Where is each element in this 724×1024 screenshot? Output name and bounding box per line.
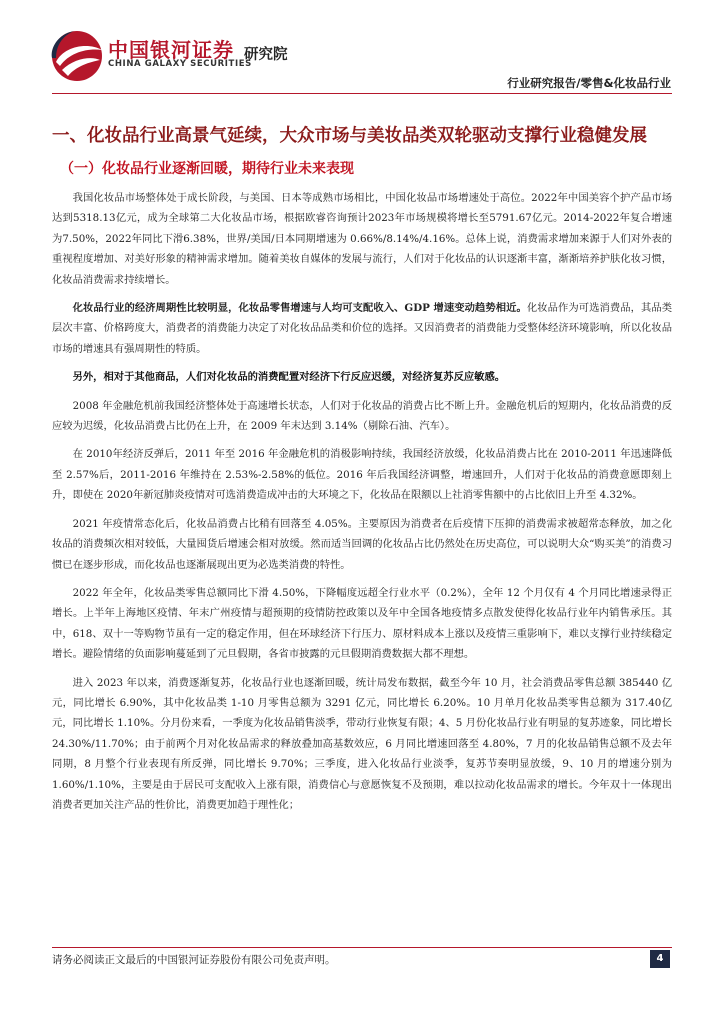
- subsection-title: （一）化妆品行业逐渐回暖，期待行业未来表现: [60, 161, 354, 177]
- disclaimer-text: 请务必阅读正文最后的中国银河证券股份有限公司免责声明。: [52, 954, 336, 966]
- report-body: [52, 122, 672, 815]
- institute-label: 研究院: [244, 47, 288, 63]
- galaxy-swirl-logo-icon: [48, 28, 108, 84]
- paragraph-key-finding: 另外，相对于其他商品，人们对化妆品的消费配置对经济下行反应迟缓，对经济复苏反应敏感。: [72, 371, 506, 384]
- paragraph-2023: 进入 2023 年以来，消费逐渐复苏，化妆品行业也逐渐回暖，统计局发布数据，截至今年 10 月，社会消费品零售总额 385440 亿元，同比增长 6.90%，其中化妆品类 1-10 月零售总额为 3291 亿元，同比增长 6.20%。10 月单月化妆品类零售总额为 317.40亿元，同比增长 1.10%。分月份来看，一季度为化妆品销售淡季，带动行业恢复有限；4、5 月份化妆品行业有明显的复苏迹象，同比增长 24.30%/11.70%；由于前两个月对化妆品需求的释放叠加高基数效应，6 月同比增速回落至 4.80%，7 月的化妆品销售总额不及去年同期，8 月整个行业表现有所反弹，同比增长 9.70%；三季度，进入化妆品行业淡季，复苏节奏明显放缓，9、10 月的增速分别为 1.60%/1.10%，主要是由于居民可支配收入上涨有限，消费信心与意愿恢复不及预期，难以拉动化妆品需求的增长。今年双十一体现出消费者更加关注产品的性价比，消费更加趋于理性化；: [52, 676, 672, 811]
- paragraph-2008-crisis: 2008 年金融危机前我国经济整体处于高速增长状态，人们对于化妆品的消费占比不断上升。金融危机后的短期内，化妆品消费的反应较为迟缓，化妆品消费占比仍在上升，在 2009 年末达到 3.14%（剔除石油、汽车）。: [52, 399, 672, 433]
- report-category: 行业研究报告/零售&化妆品行业: [507, 76, 671, 90]
- paragraph-2021: 2021 年疫情常态化后，化妆品消费占比稍有回落至 4.05%。主要原因为消费者在后疫情下压抑的消费需求被超常态释放，加之化妆品的消费频次相对较低，大量囤货后增速会相对放缓。然而适当回调的化妆品占比仍然处在历史高位，可以说明大众“购买美”的消费习惯已在逐步形成，而化妆品也逐渐展现出更为必选类消费的特性。: [52, 517, 672, 571]
- footer-divider: [52, 947, 672, 948]
- paragraph-2022: 2022 年全年，化妆品类零售总额同比下滑 4.50%，下降幅度远超全行业水平（0.2%），全年 12 个月仅有 4 个月同比增速录得正增长。上半年上海地区疫情、年末广州疫情与超预期的疫情防控政策以及年中全国各地疫情多点散发使得化妆品行业年内销售承压。其中，618、双十一等购物节虽有一定的稳定作用，但在环球经济下行压力、原材料成本上涨以及疫情三重影响下，难以支撑行业持续稳定增长。避险情绪的负面影响蔓延到了元旦假期，各省市披露的元旦假期消费数据大都不理想。: [52, 586, 672, 661]
- paragraph-cyclicality: [52, 298, 672, 359]
- section-title: 一、化妆品行业高景气延续，大众市场与美妆品类双轮驱动支撑行业稳健发展: [52, 126, 647, 146]
- brand-name-cn: 中国银河证券: [108, 38, 234, 62]
- paragraph-2010-2020: 在 2010年经济反弹后，2011 年至 2016 年金融危机的消极影响持续，我国经济放缓，化妆品消费占比在 2010-2011 年迅速降低至 2.57%后，2011-2016 年维持在 2.53%-2.58%的低位。2016 年后我国经济调整，增速回升，人们对于化妆品的消费意愿即刻上升，即使在 2020年新冠肺炎疫情对可选消费造成冲击的大环境之下，化妆品在限额以上社消零售额中的占比依旧上升至 4.32%。: [52, 448, 672, 502]
- page-number: 4: [650, 950, 670, 968]
- page-header: [0, 0, 724, 96]
- cyclicality-explanation: 化妆品作为可选消费品，其品类层次丰富、价格跨度大，消费者的消费能力决定了对化妆品品类和价位的选择。又因消费者的消费能力受整体经济环境影响，所以化妆品市场的增速具有强周期性的特质。: [52, 302, 672, 355]
- paragraph-market-overview: 我国化妆品市场整体处于成长阶段，与美国、日本等成熟市场相比，中国化妆品市场增速处于高位。2022年中国美容个护产品市场达到5318.13亿元，成为全球第二大化妆品市场，根据欧睿咨询预计2023年市场规模将增长至5791.67亿元。2014-2022年复合增速为7.50%，2022年同比下滑6.38%，世界/美国/日本同期增速为 0.66%/8.14%/4.16%。总体上说，消费需求增加来源于人们对外表的重视程度增加、对美好形象的精神需求增加。随着美妆自媒体的发展与流行，人们对于化妆品的认识逐渐丰富，渐渐培养护肤化妆习惯，化妆品消费需求持续增长。: [52, 192, 672, 286]
- cyclicality-key-point: 化妆品行业的经济周期性比较明显，化妆品零售增速与人均可支配收入、GDP 增速变动趋势相近。: [72, 302, 527, 315]
- brand-name-en: CHINA GALAXY SECURITIES: [108, 59, 252, 69]
- header-divider: [52, 93, 672, 94]
